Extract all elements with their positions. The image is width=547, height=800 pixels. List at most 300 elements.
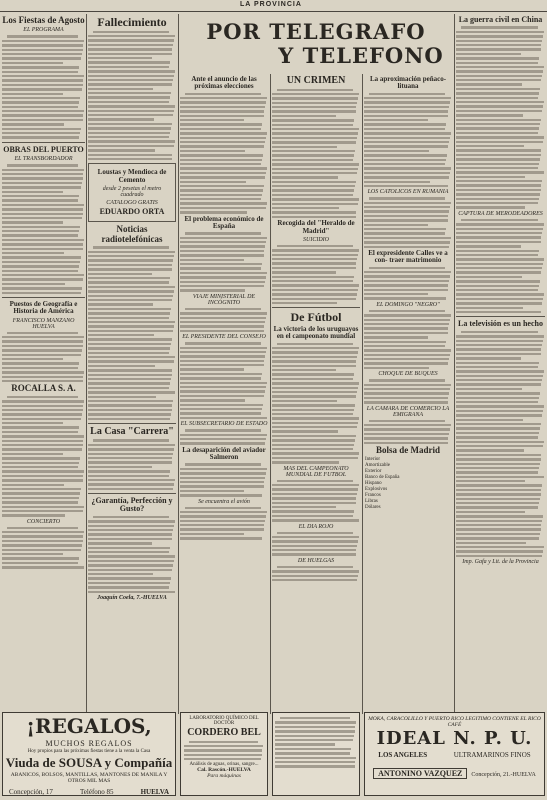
text-line <box>180 330 264 332</box>
text-line <box>88 525 174 527</box>
text-line <box>2 531 84 533</box>
article-body <box>180 93 268 214</box>
text-line <box>2 336 84 338</box>
text-line <box>456 228 543 230</box>
text-line <box>364 206 450 208</box>
text-line <box>88 413 171 415</box>
text-line <box>180 97 267 99</box>
text-line <box>2 400 84 402</box>
text-line <box>180 494 262 496</box>
text-line <box>2 243 83 245</box>
text-line <box>180 515 266 517</box>
text-line <box>456 506 538 508</box>
text-line <box>456 285 539 287</box>
text-line <box>88 369 172 371</box>
text-line <box>272 404 355 406</box>
text-line <box>2 431 78 433</box>
text-line <box>2 488 81 490</box>
column-rule <box>86 14 87 714</box>
text-line <box>272 347 359 349</box>
divider <box>88 493 176 494</box>
text-line <box>180 321 265 323</box>
bolsa-label: Hispano <box>365 481 382 487</box>
text-line <box>456 392 540 394</box>
text-line <box>2 84 83 86</box>
advert-address: Cal. Rascón.-HUELVA <box>197 767 251 774</box>
text-line <box>88 149 155 151</box>
text-line <box>88 325 174 327</box>
text-line <box>88 396 156 398</box>
text-line <box>364 293 428 295</box>
text-line <box>272 198 359 200</box>
text-line <box>456 515 543 517</box>
text-line <box>2 123 64 125</box>
text-line <box>456 92 539 94</box>
text-line <box>272 351 358 353</box>
text-line <box>180 259 244 261</box>
text-line <box>180 211 247 213</box>
column-rule <box>362 74 363 714</box>
column-4 <box>272 74 360 710</box>
bolsa-label: Dólares <box>365 505 381 511</box>
text-line <box>2 497 79 499</box>
text-line <box>456 366 538 368</box>
text-line <box>275 752 350 754</box>
text-line <box>364 150 429 152</box>
headline: De Fútbol <box>290 310 342 325</box>
text-line <box>272 137 357 139</box>
text-line <box>272 154 354 156</box>
text-line <box>2 119 83 121</box>
advert-store-type: ULTRAMARINOS FINOS <box>453 750 531 759</box>
text-line <box>2 40 84 42</box>
text-line <box>2 479 83 481</box>
text-line <box>275 739 353 741</box>
text-line <box>364 442 448 444</box>
text-line <box>272 387 358 389</box>
text-line <box>88 461 172 463</box>
text-line <box>180 511 267 513</box>
text-line <box>456 176 525 178</box>
text-line <box>88 475 169 477</box>
text-line <box>2 362 79 364</box>
text-line <box>272 369 336 371</box>
text-line <box>364 280 449 282</box>
text-line <box>456 537 539 539</box>
text-line <box>180 537 262 539</box>
text-line <box>364 172 450 174</box>
subheadline: EL PRESIDENTE DEL CONSEJO <box>182 334 266 341</box>
text-line <box>364 397 448 399</box>
text-line <box>180 241 266 243</box>
text-line <box>180 101 266 103</box>
text-line <box>456 445 543 447</box>
text-line <box>272 181 356 183</box>
text-line <box>88 48 172 50</box>
text-line <box>456 528 541 530</box>
text-line <box>2 380 83 382</box>
text-line <box>88 470 170 472</box>
text-line <box>456 454 541 456</box>
text-line <box>88 453 173 455</box>
text-line <box>2 57 81 59</box>
text-line <box>180 285 264 287</box>
text-line <box>272 536 359 538</box>
text-line <box>456 524 541 526</box>
text-line <box>185 342 261 344</box>
bolsa-label: Libras <box>365 499 378 505</box>
text-line <box>2 256 81 258</box>
text-line <box>364 137 450 139</box>
text-line <box>456 388 522 390</box>
text-line <box>456 114 523 116</box>
text-line <box>272 457 358 459</box>
text-line <box>180 317 266 319</box>
text-line <box>2 261 80 263</box>
text-line <box>364 228 446 230</box>
text-line <box>180 382 267 384</box>
text-line <box>456 550 543 552</box>
text-line <box>180 364 264 366</box>
text-line <box>2 422 63 424</box>
headline: Ante el anuncio de las próximas elecciones <box>191 75 257 91</box>
text-line <box>88 382 170 384</box>
text-line <box>180 119 244 121</box>
text-line <box>272 168 358 170</box>
text-line <box>88 158 172 160</box>
text-line <box>88 356 175 358</box>
text-line <box>456 88 540 90</box>
text-line <box>88 334 154 336</box>
advert-store-row <box>365 751 544 759</box>
text-line <box>2 182 82 184</box>
text-line <box>180 245 265 247</box>
headline: La desaparición del aviador Salmeron <box>182 445 266 462</box>
text-line <box>272 115 336 117</box>
text-line <box>277 245 353 247</box>
text-line <box>180 141 265 143</box>
headline: La victoria de los uruguayos en el campeonato mundial <box>273 324 359 341</box>
article-body <box>88 439 176 490</box>
text-line <box>456 397 539 399</box>
text-line <box>88 268 172 270</box>
text-line <box>364 297 446 299</box>
text-line <box>88 123 172 125</box>
text-line <box>180 399 245 401</box>
advert-title: LABORATORIO QUÍMICO DEL DOCTOR <box>189 716 259 726</box>
text-line <box>2 230 79 232</box>
advert-owner-row <box>365 763 544 781</box>
text-line <box>272 519 359 521</box>
text-line <box>180 194 262 196</box>
article-body <box>2 396 85 517</box>
text-line <box>456 467 539 469</box>
text-line <box>2 418 81 420</box>
text-line <box>180 442 265 444</box>
text-line <box>2 492 80 494</box>
text-line <box>180 404 263 406</box>
banner-headline <box>180 20 452 72</box>
text-line <box>364 237 451 239</box>
text-line <box>272 570 359 572</box>
text-line <box>88 560 174 562</box>
text-line <box>88 547 170 549</box>
advert-sub: desde 2 pesetas el metro cuadrado <box>102 186 162 198</box>
text-line <box>456 298 543 300</box>
text-line <box>272 302 337 304</box>
text-line <box>456 141 543 143</box>
text-line <box>88 251 175 253</box>
text-line <box>184 745 263 747</box>
article-body <box>180 507 268 540</box>
text-line <box>184 758 261 760</box>
article-body <box>272 245 360 304</box>
advert-brand: CORDERO BEL <box>187 727 261 738</box>
text-line <box>272 484 359 486</box>
text-line <box>88 44 173 46</box>
text-line <box>2 204 84 206</box>
text-line <box>2 562 78 564</box>
text-line <box>180 185 264 187</box>
text-line <box>272 146 337 148</box>
text-line <box>7 164 78 166</box>
subheadline: Se encuentra el avión <box>198 498 250 505</box>
subheadline: MAS DEL CAMPEONATO MUNDIAL DE FUTBOL <box>283 465 349 478</box>
advert-city: HUELVA <box>140 787 169 796</box>
text-line <box>456 241 541 243</box>
text-line <box>272 276 354 278</box>
text-line <box>272 488 358 490</box>
text-line <box>180 128 261 130</box>
text-line <box>456 163 539 165</box>
text-line <box>456 123 540 125</box>
text-line <box>88 79 173 81</box>
article-body <box>364 267 452 300</box>
text-line <box>2 106 78 108</box>
text-line <box>180 202 267 204</box>
text-line <box>456 335 544 337</box>
text-line <box>88 286 175 288</box>
text-line <box>456 75 542 77</box>
text-line <box>456 236 541 238</box>
text-line <box>272 216 356 218</box>
text-line <box>364 392 449 394</box>
advert-ideal-cafe <box>364 712 545 796</box>
text-line <box>272 400 337 402</box>
text-line <box>369 420 445 422</box>
text-line <box>456 136 544 138</box>
text-line <box>456 405 544 407</box>
text-line <box>2 440 83 442</box>
text-line <box>2 549 81 551</box>
bolsa-label: Amortizable <box>365 463 390 469</box>
text-line <box>7 332 78 334</box>
text-line <box>272 426 357 428</box>
text-line <box>180 106 265 108</box>
text-line <box>456 280 540 282</box>
text-line <box>364 141 449 143</box>
text-line <box>180 325 264 327</box>
text-line <box>277 566 353 568</box>
text-line <box>272 444 354 446</box>
text-line <box>88 53 172 55</box>
text-line <box>456 271 541 273</box>
text-line <box>2 75 84 77</box>
column-rule <box>178 14 179 714</box>
article-body <box>180 308 268 332</box>
text-line <box>364 181 430 183</box>
text-line <box>93 439 169 441</box>
headline: OBRAS DEL PUERTO <box>3 144 84 154</box>
text-line <box>456 101 544 103</box>
divider <box>272 307 360 308</box>
text-line <box>364 284 448 286</box>
text-line <box>364 219 448 221</box>
article-body <box>456 26 545 208</box>
text-line <box>2 93 63 95</box>
headline: Recogida del "Heraldo de Madrid" <box>277 219 355 235</box>
text-line <box>456 206 525 208</box>
text-line <box>88 591 175 593</box>
text-line <box>88 312 170 314</box>
text-line <box>456 145 524 147</box>
article-body <box>180 429 268 445</box>
column-5 <box>364 74 452 710</box>
text-line <box>272 510 354 512</box>
text-line <box>456 53 521 55</box>
text-line <box>2 226 80 228</box>
text-line <box>184 754 262 756</box>
subheadline: EL DIA ROJO <box>298 523 334 530</box>
text-line <box>88 114 173 116</box>
subheadline: DE HUELGAS <box>297 557 335 564</box>
text-line <box>364 119 428 121</box>
text-line <box>272 417 359 419</box>
text-line <box>88 533 172 535</box>
advert-owner: ANTONINO VAZQUEZ <box>373 768 467 779</box>
text-line <box>185 232 261 234</box>
text-line <box>88 418 170 420</box>
text-line <box>2 510 83 512</box>
text-line <box>180 351 266 353</box>
text-line <box>364 358 449 360</box>
text-line <box>88 35 175 37</box>
article-body <box>272 89 360 219</box>
text-line <box>88 347 170 349</box>
text-line <box>2 278 83 280</box>
text-line <box>456 149 541 151</box>
column-rule <box>454 14 455 714</box>
text-line <box>456 193 540 195</box>
text-line <box>180 154 263 156</box>
headline: Bolsa de Madrid <box>375 444 440 455</box>
text-line <box>364 106 449 108</box>
text-line <box>184 749 262 751</box>
text-line <box>456 105 543 107</box>
text-line <box>272 189 354 191</box>
bolsa-label: Interior <box>365 457 380 463</box>
text-line <box>2 44 83 46</box>
text-line <box>88 483 174 485</box>
text-line <box>93 516 169 518</box>
text-line <box>2 136 79 138</box>
headline: Noticias radiotelefónicas <box>101 224 163 244</box>
text-line <box>88 273 152 275</box>
text-line <box>180 472 266 474</box>
text-line <box>275 761 355 763</box>
text-line <box>277 532 353 534</box>
text-line <box>272 280 353 282</box>
text-line <box>364 123 446 125</box>
article-body <box>364 420 452 444</box>
text-line <box>456 70 543 72</box>
text-line <box>88 444 175 446</box>
text-line <box>272 493 357 495</box>
text-line <box>180 137 266 139</box>
text-line <box>272 378 353 380</box>
text-line <box>88 542 152 544</box>
text-line <box>88 582 170 584</box>
article-body <box>364 310 452 369</box>
text-line <box>364 275 450 277</box>
text-line <box>88 88 153 90</box>
text-line <box>272 373 354 375</box>
text-line <box>180 347 267 349</box>
text-line <box>88 92 171 94</box>
text-line <box>456 57 539 59</box>
text-line <box>88 295 173 297</box>
text-line <box>456 258 544 260</box>
text-line <box>2 79 83 81</box>
text-line <box>2 376 83 378</box>
text-line <box>7 35 78 37</box>
text-line <box>2 535 83 537</box>
text-line <box>456 498 540 500</box>
text-line <box>364 271 451 273</box>
text-line <box>180 481 264 483</box>
text-line <box>280 717 351 719</box>
text-line <box>2 566 84 568</box>
text-line <box>88 308 171 310</box>
advert-phone: Teléfono 85 <box>80 787 114 796</box>
text-line <box>456 362 539 364</box>
text-line <box>2 252 64 254</box>
text-line <box>88 66 169 68</box>
text-line <box>364 176 449 178</box>
text-line <box>272 461 339 463</box>
text-line <box>456 480 525 482</box>
advert-store-name: LOS ANGELES <box>378 750 428 759</box>
text-line <box>2 283 65 285</box>
text-line <box>456 489 541 491</box>
headline: ¿Garantía, Perfección y Gusto? <box>91 496 173 514</box>
headline: La aproximación peñaco-lituana <box>369 75 447 91</box>
column-3 <box>180 74 268 710</box>
text-line <box>456 340 543 342</box>
text-line <box>88 378 171 380</box>
text-line <box>369 197 445 199</box>
text-line <box>88 520 175 522</box>
text-line <box>180 176 265 178</box>
text-line <box>2 239 84 241</box>
text-line <box>456 414 542 416</box>
article-body <box>272 480 360 522</box>
text-line <box>456 254 538 256</box>
text-line <box>272 356 357 358</box>
text-line <box>180 276 266 278</box>
text-line <box>88 61 170 63</box>
text-line <box>88 529 173 531</box>
